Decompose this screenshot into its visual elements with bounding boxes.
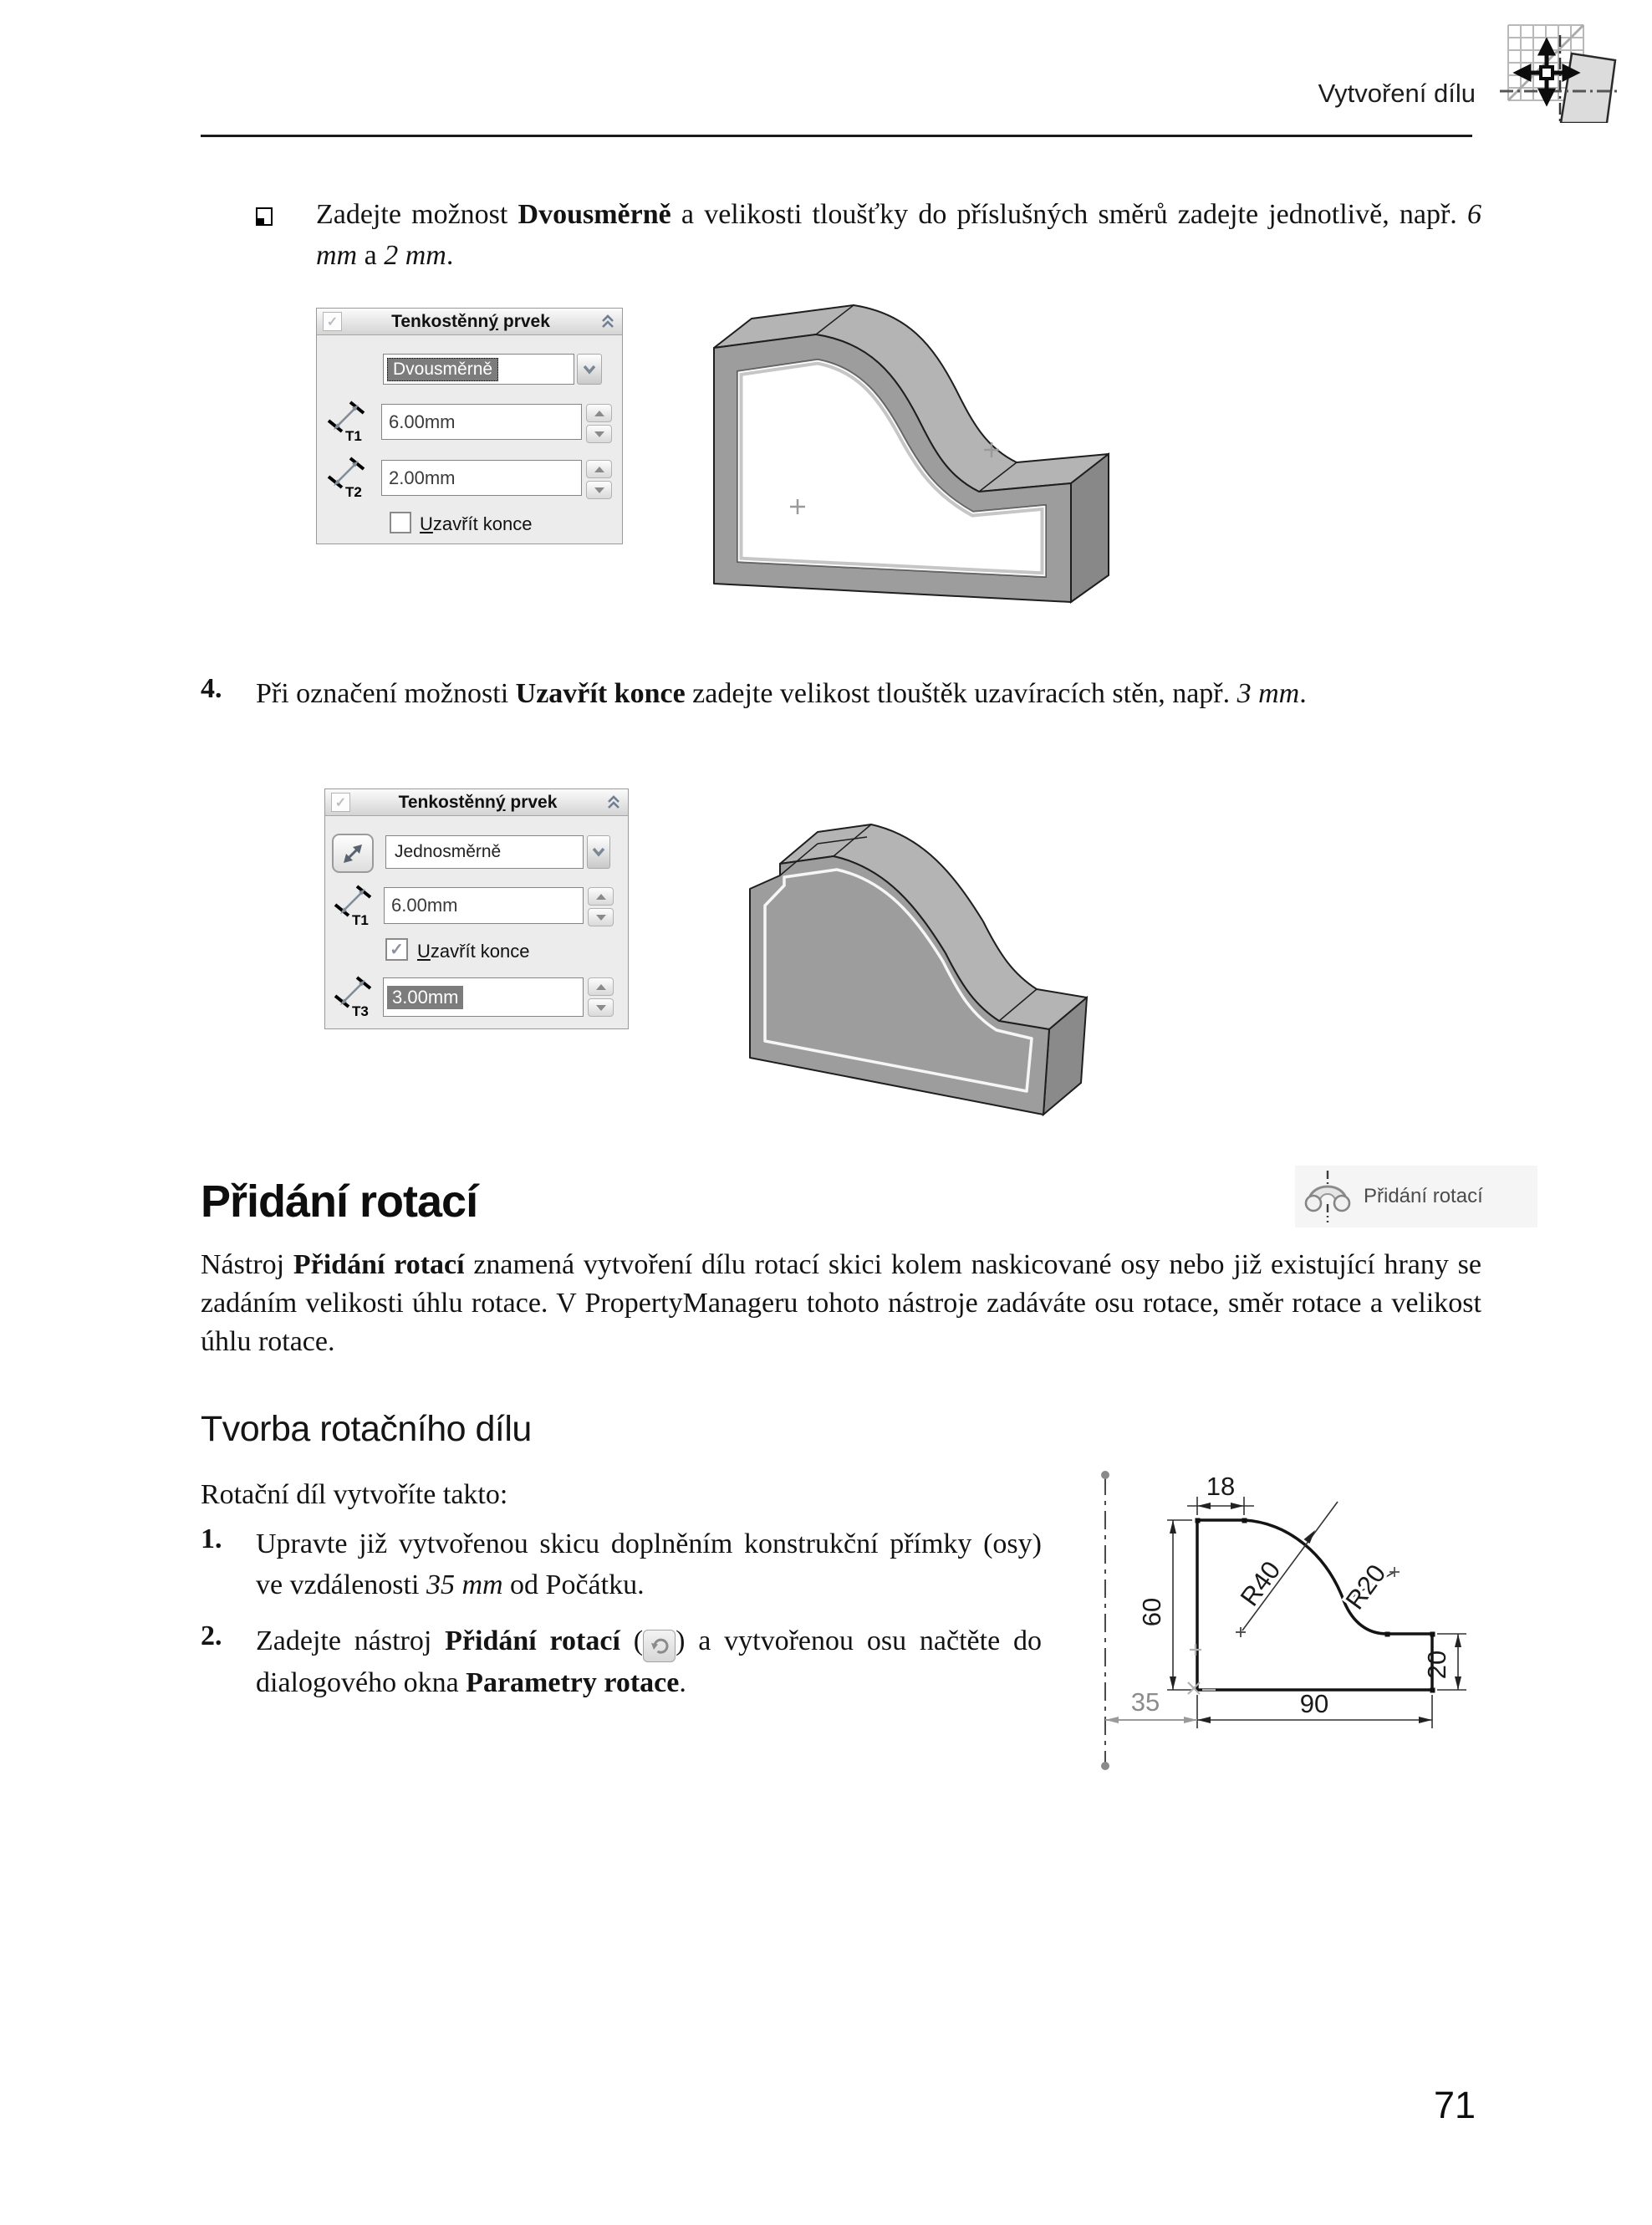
step4-number: 4. <box>201 673 222 704</box>
spin-up-button[interactable] <box>588 977 614 996</box>
panel2-title: Tenkostěnný prvek <box>398 792 558 812</box>
bullet-paragraph: Zadejte možnost Dvousměrně a velikosti tloušťky do příslušných směrů zadejte jednotlivě, např. 6 mm a 2 mm. <box>316 199 1481 271</box>
dim-18: 18 <box>1206 1472 1236 1501</box>
sketch-relation-marks <box>1188 1644 1216 1694</box>
page-number: 71 <box>1433 2084 1476 2126</box>
dim-r40: R40 <box>1234 1555 1287 1612</box>
collapse-chevron-icon[interactable] <box>599 314 616 330</box>
thickness-t3-icon <box>332 974 374 1018</box>
step2-number: 2. <box>201 1620 222 1651</box>
revolve-sketch-drawing <box>1062 1421 1530 1773</box>
svg-text:T2: T2 <box>345 484 362 498</box>
sketch-profile <box>1197 1520 1432 1690</box>
spin-down-button[interactable] <box>586 481 612 499</box>
dropdown-selected-value: Dvousměrně <box>387 358 498 381</box>
thin-wall-capped-model-figure <box>706 788 1095 1123</box>
svg-text:T1: T1 <box>345 428 362 442</box>
revolve-toolbar-label: Přidání rotací <box>1364 1185 1483 1207</box>
revolve-toolbar-button[interactable] <box>1295 1166 1537 1227</box>
t1-value-field[interactable]: 6.00mm <box>384 887 584 924</box>
thin-feature-panel-1 <box>316 308 623 544</box>
panel1-header-check-icon[interactable]: ✓ <box>323 312 342 331</box>
spin-up-button[interactable] <box>588 887 614 906</box>
panel2-header-check-icon[interactable]: ✓ <box>331 793 350 812</box>
t3-value-field[interactable] <box>383 977 584 1017</box>
thin-feature-panel-2 <box>324 788 629 1029</box>
t2-value-field[interactable]: 2.00mm <box>381 460 582 496</box>
spin-down-button[interactable] <box>588 998 614 1017</box>
panel1-header[interactable] <box>317 309 622 335</box>
revolve-icon <box>1302 1169 1354 1224</box>
cap-ends-label: Uzavřít konce <box>420 513 533 534</box>
dropdown-arrow-button[interactable] <box>587 835 610 869</box>
t3-spinner[interactable] <box>588 977 614 1017</box>
spin-down-button[interactable] <box>586 425 612 443</box>
spin-up-button[interactable] <box>586 460 612 478</box>
thickness-t1-icon <box>325 399 367 442</box>
panel2-header[interactable] <box>325 789 628 816</box>
thickness-t2-icon <box>325 455 367 498</box>
collapse-chevron-icon[interactable] <box>605 794 622 811</box>
t3-selected-text: 3.00mm <box>387 986 463 1009</box>
dim-90: 90 <box>1299 1689 1329 1718</box>
revolve-inline-button[interactable] <box>643 1630 676 1662</box>
direction-type-dropdown[interactable]: Jednosměrně <box>385 835 584 869</box>
chapter-sketch-plane-icon <box>1498 10 1619 123</box>
chevron-down-icon <box>591 847 606 857</box>
spin-down-button[interactable] <box>588 908 614 926</box>
dim-60: 60 <box>1137 1597 1166 1627</box>
t2-spinner[interactable] <box>586 460 612 499</box>
revolve-arrow-icon <box>649 1635 670 1656</box>
svg-text:T1: T1 <box>352 912 369 926</box>
running-head-title: Vytvoření dílu <box>1318 79 1476 108</box>
thin-wall-open-model-figure <box>691 291 1113 625</box>
section-paragraph: Nástroj Přidání rotací znamená vytvoření dílu rotací skici kolem naskicované osy nebo již existující hrany se zadáním velikosti úhlu rotace. V PropertyManageru tohoto nástroje zadáváte osu rotace, směr rotace a velikost úhlu rotace. <box>201 1249 1481 1357</box>
chevron-down-icon <box>582 365 597 375</box>
step1-number: 1. <box>201 1523 222 1554</box>
cap-ends-checkbox[interactable] <box>390 512 411 533</box>
step4-paragraph: Při označení možnosti Uzavřít konce zadejte velikost tlouštěk uzavíracích stěn, např. 3 mm. <box>256 678 1307 709</box>
t1-spinner[interactable] <box>588 887 614 926</box>
cap-ends-label: Uzavřít konce <box>417 941 530 962</box>
dim-r20: R20 <box>1339 1559 1392 1615</box>
header-rule <box>201 135 1472 137</box>
section-title: Přidání rotací <box>201 1176 478 1227</box>
t1-spinner[interactable] <box>586 404 612 443</box>
list-bullet-icon <box>256 207 273 226</box>
step2-paragraph: Zadejte nástroj Přidání rotací ( ) a vytvořenou osu načtěte do dialogového okna Parametry rotace. <box>256 1625 1043 1698</box>
dim-35: 35 <box>1130 1687 1160 1717</box>
direction-type-dropdown[interactable] <box>383 354 574 385</box>
panel1-title: Tenkostěnný prvek <box>391 311 550 331</box>
cap-ends-checkbox[interactable]: ✓ <box>385 938 408 961</box>
subsection-title: Tvorba rotačního dílu <box>201 1409 532 1449</box>
reverse-direction-icon <box>339 840 366 867</box>
t1-value-field[interactable]: 6.00mm <box>381 404 582 440</box>
dim-20: 20 <box>1422 1650 1451 1680</box>
thickness-t1-icon <box>332 883 374 926</box>
step1-paragraph: Upravte již vytvořenou skicu doplněním konstrukční přímky (osy) ve vzdálenosti 35 mm od Počátku. <box>256 1528 1042 1600</box>
svg-text:T3: T3 <box>352 1003 369 1018</box>
spin-up-button[interactable] <box>586 404 612 422</box>
dropdown-arrow-button[interactable] <box>577 354 602 385</box>
reverse-direction-button[interactable] <box>332 834 374 873</box>
subsection-intro: Rotační díl vytvoříte takto: <box>201 1479 508 1510</box>
